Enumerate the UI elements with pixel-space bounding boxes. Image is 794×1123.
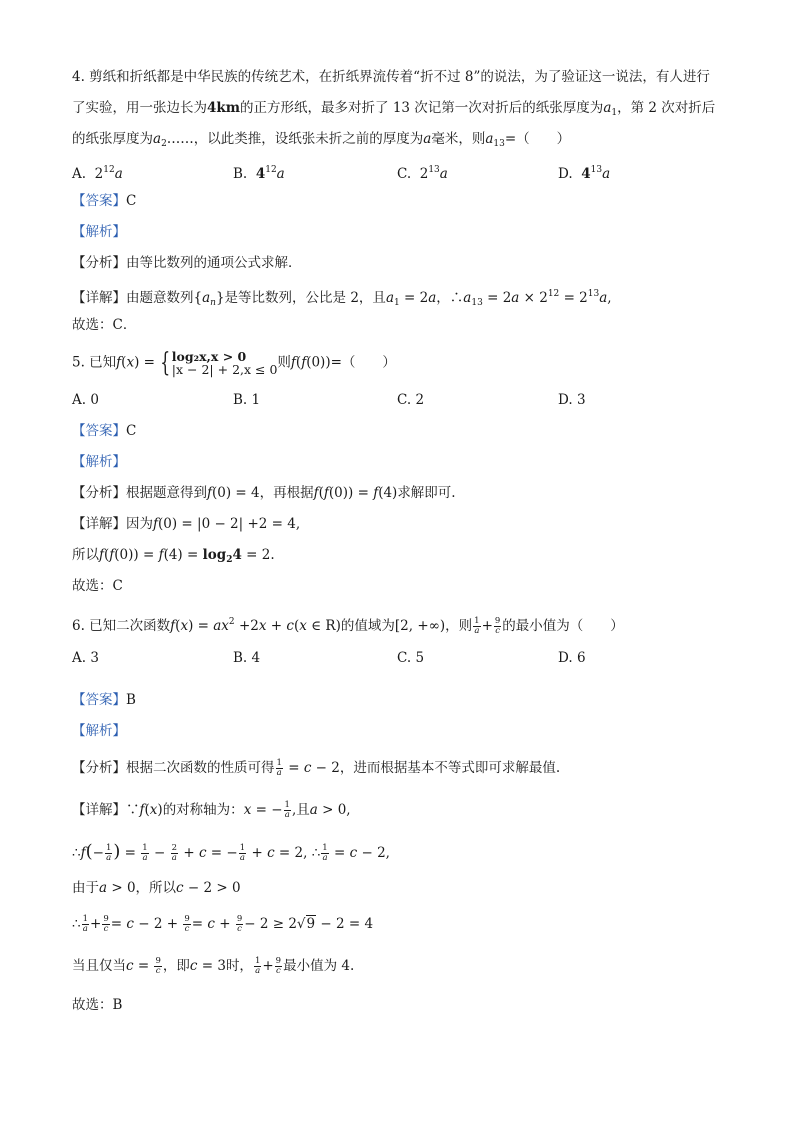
q4-choice-d[interactable]: D. $4^{13}a$ xyxy=(558,165,611,182)
q6-derivation-1: ∴f(− $\frac{1}{a}$ ) = $\frac{1}{a}$ − $\frac{2}{a}$ + c = − $\frac{1}{a}$ + c = 2, ∴ $\frac{1}{a}$ = c − 2, xyxy=(72,841,390,863)
q4-xiangjie: 【详解】由题意数列$\{a_n\}$是等比数列，公比是 2，且$a_1 = 2a$，$\therefore a_{13} = 2a \times 2^{12} = 2^{13}a$, xyxy=(72,289,612,308)
q6-choice-d[interactable]: D. 6 xyxy=(558,650,586,666)
q5-xiangjie: 【详解】因为f(0) = |0 − 2| +2 = 4, xyxy=(72,516,301,532)
q6-youyu: 由于a > 0，所以c − 2 > 0 xyxy=(72,880,241,896)
q6-fenxi: 【分析】根据二次函数的性质可得 $\frac{1}{a}$ = c − 2，进而根据基本不等式即可求解最值. xyxy=(72,758,561,778)
q6-choice-a[interactable]: A. 3 xyxy=(72,650,99,666)
q4-jiexi-heading: 【解析】 xyxy=(72,224,126,240)
q4-answer: 【答案】C xyxy=(72,193,137,209)
q4-fenxi: 【分析】由等比数列的通项公式求解． xyxy=(72,255,302,271)
q6-choice-b[interactable]: B. 4 xyxy=(233,650,261,666)
q5-choice-b[interactable]: B. 1 xyxy=(233,392,261,408)
q6-derivation-2: ∴ $\frac{1}{a}$ + $\frac{9}{c}$ = c − 2 + $\frac{9}{c}$ = c + $\frac{9}{c}$ − 2 ≥ 2√9 − 2 = 4 xyxy=(72,914,374,934)
q4-stem-line2: 了实验，用一张边长为4km的正方形纸，最多对折了 13 次记第一次对折后的纸张厚度为$a_1$，第 2 次对折后 xyxy=(72,100,716,118)
q6-stem: 6. 已知二次函数$f(x) = ax^2 +2x + c(x$ ∈ R)的值域为[2, +∞)，则 $\frac{1}{a}$ + $\frac{9}{c}$ 的最小值为（ ） xyxy=(72,616,624,636)
q4-stem-line3: 的纸张厚度为$a_2\dots\dots$，以此类推，设纸张未折之前的厚度为a毫米，则$a_{13}=$（ ） xyxy=(72,131,571,149)
q6-choice-c[interactable]: C. 5 xyxy=(397,650,425,666)
q4-choice-a[interactable]: A. $2^{12}a$ xyxy=(72,165,123,182)
q5-choice-d[interactable]: D. 3 xyxy=(558,392,586,408)
q5-answer: 【答案】C xyxy=(72,423,137,439)
q6-jiexi-heading: 【解析】 xyxy=(72,723,126,739)
q5-choice-a[interactable]: A. 0 xyxy=(72,392,99,408)
q5-final: 故选：C xyxy=(72,578,123,594)
q6-answer: 【答案】B xyxy=(72,692,136,708)
q6-final: 故选：B xyxy=(72,997,123,1013)
q4-choice-c[interactable]: C. $2^{13}a$ xyxy=(397,165,448,182)
q6-xiangjie: 【详解】∵f(x)的对称轴为：x = − $\frac{1}{a}$ ,且a > 0, xyxy=(72,800,351,820)
q5-stem: 5. 已知f(x) = { log₂x,x > 0 |x − 2| + 2,x ≤ 0 则f(f(0))=（ ） xyxy=(72,348,396,378)
q4-stem-line1: 4. 剪纸和折纸都是中华民族的传统艺术，在折纸界流传着“折不过 8”的说法，为了验证这一说法，有人进行 xyxy=(72,69,710,85)
q5-jiexi-heading: 【解析】 xyxy=(72,454,126,470)
q5-suoyi: 所以$f(f(0)) = f(4) = \log_24 = 2$. xyxy=(72,547,275,565)
q4-choice-b[interactable]: B. $4^{12}a$ xyxy=(233,165,285,182)
q5-fenxi: 【分析】根据题意得到f(0) = 4，再根据f(f(0)) = f(4)求解即可. xyxy=(72,485,456,501)
q5-choice-c[interactable]: C. 2 xyxy=(397,392,425,408)
q6-dangqie: 当且仅当c = $\frac{9}{c}$ ，即c = 3时， $\frac{1}{a}$ + $\frac{9}{c}$ 最小值为 4. xyxy=(72,956,355,976)
q4-final: 故选：C． xyxy=(72,317,137,333)
